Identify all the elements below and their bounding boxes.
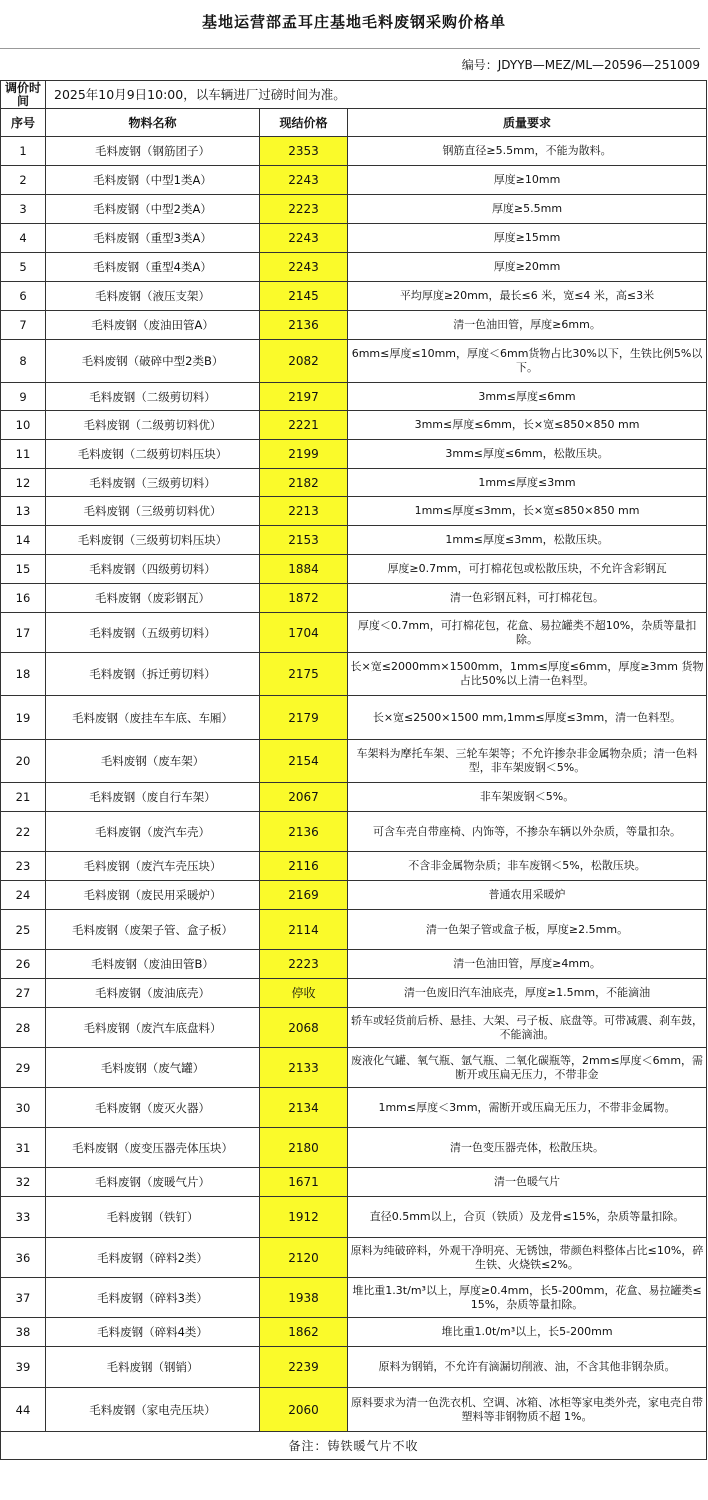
- footer-row: [1, 1432, 707, 1460]
- material-name: 毛料废钢（铁钉）: [46, 1197, 260, 1238]
- quality-requirement: 堆比重1.3t/m³以上，厚度≥0.4mm，长5-200mm，花盒、易拉罐类≤ 15%，杂质等量扣除。: [348, 1278, 707, 1318]
- price-cell: 2197: [260, 383, 348, 411]
- price-cell: 2060: [260, 1388, 348, 1432]
- row-number: 37: [1, 1278, 46, 1318]
- document-code: 编号：JDYYB—MEZ/ML—20596—251009: [0, 48, 700, 79]
- quality-requirement: 普通农用采暖炉: [348, 881, 707, 910]
- material-name: 毛料废钢（重型3类A）: [46, 224, 260, 253]
- quality-requirement: 废液化气罐、氧气瓶、氩气瓶、二氧化碳瓶等，2mm≤厚度＜6mm，需断开或压扁无压力，不带非金: [348, 1048, 707, 1088]
- row-number: 6: [1, 282, 46, 311]
- table-row: [1, 1008, 707, 1048]
- price-cell: 1912: [260, 1197, 348, 1238]
- quality-requirement: 不含非金属物杂质；非车废钢＜5%，松散压块。: [348, 852, 707, 881]
- row-number: 18: [1, 653, 46, 696]
- material-name: 毛料废钢（废汽车底盘料）: [46, 1008, 260, 1048]
- table-row: [1, 282, 707, 311]
- material-name: 毛料废钢（碎料2类）: [46, 1238, 260, 1278]
- table-row: [1, 584, 707, 613]
- material-name: 毛料废钢（碎料3类）: [46, 1278, 260, 1318]
- quality-requirement: 厚度≥5.5mm: [348, 195, 707, 224]
- table-row: [1, 950, 707, 979]
- header-no: 序号: [1, 109, 46, 137]
- header-quality: 质量要求: [348, 109, 707, 137]
- row-number: 21: [1, 783, 46, 812]
- price-cell: 2068: [260, 1008, 348, 1048]
- page-title: 基地运营部孟耳庄基地毛料废钢采购价格单: [201, 12, 506, 31]
- quality-requirement: 堆比重1.0t/m³以上，长5-200mm: [348, 1318, 707, 1347]
- price-cell: 2169: [260, 881, 348, 910]
- table-row: [1, 555, 707, 584]
- quality-requirement: 厚度≥20mm: [348, 253, 707, 282]
- price-cell: 1938: [260, 1278, 348, 1318]
- price-cell: 2243: [260, 224, 348, 253]
- material-name: 毛料废钢（碎料4类）: [46, 1318, 260, 1347]
- price-cell: 2136: [260, 812, 348, 852]
- price-cell: 2239: [260, 1347, 348, 1388]
- table-row: [1, 1197, 707, 1238]
- material-name: 毛料废钢（钢销）: [46, 1347, 260, 1388]
- row-number: 32: [1, 1168, 46, 1197]
- quality-requirement: 非车架废钢＜5%。: [348, 783, 707, 812]
- table-row: [1, 137, 707, 166]
- table-row: [1, 166, 707, 195]
- row-number: 29: [1, 1048, 46, 1088]
- quality-requirement: 原料要求为清一色洗衣机、空调、冰箱、冰柜等家电类外壳，家电壳自带塑料等非钢物质不超 1%。: [348, 1388, 707, 1432]
- quality-requirement: 3mm≤厚度≤6mm: [348, 383, 707, 411]
- table-row: [1, 1048, 707, 1088]
- material-name: 毛料废钢（三级剪切料压块）: [46, 526, 260, 555]
- table-row: [1, 783, 707, 812]
- price-cell: 2179: [260, 696, 348, 740]
- price-cell: 2154: [260, 740, 348, 783]
- material-name: 毛料废钢（废民用采暖炉）: [46, 881, 260, 910]
- quality-requirement: 清一色油田管，厚度≥4mm。: [348, 950, 707, 979]
- table-row: [1, 411, 707, 440]
- table-row: [1, 696, 707, 740]
- material-name: 毛料废钢（废暖气片）: [46, 1168, 260, 1197]
- quality-requirement: 厚度≥0.7mm，可打棉花包或松散压块，不允许含彩钢瓦: [348, 555, 707, 584]
- table-row: [1, 497, 707, 526]
- row-number: 19: [1, 696, 46, 740]
- row-number: 13: [1, 497, 46, 526]
- row-number: 4: [1, 224, 46, 253]
- price-cell: 1884: [260, 555, 348, 584]
- quality-requirement: 轿车或轻货前后桥、悬挂、大架、弓子板、底盘等。可带减震、刹车鼓，不能滴油。: [348, 1008, 707, 1048]
- quality-requirement: 清一色变压器壳体，松散压块。: [348, 1128, 707, 1168]
- table-row: [1, 1278, 707, 1318]
- price-cell: 2145: [260, 282, 348, 311]
- table-row: [1, 311, 707, 340]
- row-number: 12: [1, 469, 46, 497]
- material-name: 毛料废钢（三级剪切料）: [46, 469, 260, 497]
- price-cell: 2067: [260, 783, 348, 812]
- material-name: 毛料废钢（二级剪切料）: [46, 383, 260, 411]
- price-cell: 2199: [260, 440, 348, 469]
- material-name: 毛料废钢（废汽车壳）: [46, 812, 260, 852]
- row-number: 33: [1, 1197, 46, 1238]
- table-row: [1, 195, 707, 224]
- quality-requirement: 清一色废旧汽车油底壳，厚度≥1.5mm，不能滴油: [348, 979, 707, 1008]
- row-number: 23: [1, 852, 46, 881]
- price-cell: 2223: [260, 950, 348, 979]
- row-number: 22: [1, 812, 46, 852]
- time-row: [1, 81, 707, 109]
- price-cell: 1862: [260, 1318, 348, 1347]
- header-name: 物料名称: [46, 109, 260, 137]
- row-number: 30: [1, 1088, 46, 1128]
- quality-requirement: 可含车壳自带座椅、内饰等，不掺杂车辆以外杂质，等量扣杂。: [348, 812, 707, 852]
- table-row: [1, 653, 707, 696]
- material-name: 毛料废钢（液压支架）: [46, 282, 260, 311]
- quality-requirement: 厚度≥15mm: [348, 224, 707, 253]
- price-cell: 2213: [260, 497, 348, 526]
- row-number: 3: [1, 195, 46, 224]
- quality-requirement: 1mm≤厚度＜3mm，需断开或压扁无压力，不带非金属物。: [348, 1088, 707, 1128]
- quality-requirement: 车架料为摩托车架、三轮车架等；不允许掺杂非金属物杂质；清一色料型，非车架废钢＜5%。: [348, 740, 707, 783]
- price-cell: 2120: [260, 1238, 348, 1278]
- quality-requirement: 3mm≤厚度≤6mm，松散压块。: [348, 440, 707, 469]
- table-row: [1, 1388, 707, 1432]
- table-header: [1, 109, 707, 137]
- price-table: [0, 80, 707, 1460]
- material-name: 毛料废钢（破碎中型2类B）: [46, 340, 260, 383]
- table-row: [1, 613, 707, 653]
- material-name: 毛料废钢（废架子管、盒子板）: [46, 910, 260, 950]
- table-row: [1, 740, 707, 783]
- quality-requirement: 1mm≤厚度≤3mm: [348, 469, 707, 497]
- material-name: 毛料废钢（废油底壳）: [46, 979, 260, 1008]
- table-row: [1, 1168, 707, 1197]
- price-cell: 停收: [260, 979, 348, 1008]
- price-cell: 2353: [260, 137, 348, 166]
- row-number: 20: [1, 740, 46, 783]
- price-cell: 2153: [260, 526, 348, 555]
- table-row: [1, 383, 707, 411]
- table-row: [1, 1318, 707, 1347]
- material-name: 毛料废钢（废灭火器）: [46, 1088, 260, 1128]
- quality-requirement: 钢筋直径≥5.5mm，不能为散料。: [348, 137, 707, 166]
- material-name: 毛料废钢（废油田管B）: [46, 950, 260, 979]
- material-name: 毛料废钢（家电壳压块）: [46, 1388, 260, 1432]
- quality-requirement: 长×宽≤2000mm×1500mm，1mm≤厚度≤6mm，厚度≥3mm 货物占比50%以上清一色料型。: [348, 653, 707, 696]
- material-name: 毛料废钢（废油田管A）: [46, 311, 260, 340]
- quality-requirement: 直径0.5mm以上，合页（铁质）及龙骨≤15%，杂质等量扣除。: [348, 1197, 707, 1238]
- price-cell: 2082: [260, 340, 348, 383]
- price-cell: 2243: [260, 253, 348, 282]
- material-name: 毛料废钢（中型2类A）: [46, 195, 260, 224]
- table-row: [1, 979, 707, 1008]
- row-number: 27: [1, 979, 46, 1008]
- price-cell: 1671: [260, 1168, 348, 1197]
- material-name: 毛料废钢（废汽车壳压块）: [46, 852, 260, 881]
- price-cell: 2133: [260, 1048, 348, 1088]
- row-number: 25: [1, 910, 46, 950]
- price-cell: 2243: [260, 166, 348, 195]
- time-label: 调价时间: [1, 81, 46, 109]
- row-number: 10: [1, 411, 46, 440]
- material-name: 毛料废钢（废自行车架）: [46, 783, 260, 812]
- quality-requirement: 清一色彩钢瓦料，可打棉花包。: [348, 584, 707, 613]
- footer-note: 备注：铸铁暖气片不收: [1, 1432, 707, 1460]
- table-row: [1, 910, 707, 950]
- row-number: 8: [1, 340, 46, 383]
- quality-requirement: 清一色暖气片: [348, 1168, 707, 1197]
- row-number: 1: [1, 137, 46, 166]
- table-row: [1, 224, 707, 253]
- material-name: 毛料废钢（二级剪切料优）: [46, 411, 260, 440]
- price-cell: 2223: [260, 195, 348, 224]
- material-name: 毛料废钢（废挂车车底、车厢）: [46, 696, 260, 740]
- row-number: 38: [1, 1318, 46, 1347]
- table-row: [1, 881, 707, 910]
- table-row: [1, 1238, 707, 1278]
- table-row: [1, 1088, 707, 1128]
- quality-requirement: 长×宽≤2500×1500 mm,1mm≤厚度≤3mm，清一色料型。: [348, 696, 707, 740]
- price-cell: 2134: [260, 1088, 348, 1128]
- quality-requirement: 清一色油田管，厚度≥6mm。: [348, 311, 707, 340]
- table-row: [1, 852, 707, 881]
- row-number: 24: [1, 881, 46, 910]
- table-row: [1, 440, 707, 469]
- price-cell: 2180: [260, 1128, 348, 1168]
- row-number: 16: [1, 584, 46, 613]
- material-name: 毛料废钢（废彩钢瓦）: [46, 584, 260, 613]
- row-number: 2: [1, 166, 46, 195]
- price-cell: 2116: [260, 852, 348, 881]
- material-name: 毛料废钢（三级剪切料优）: [46, 497, 260, 526]
- quality-requirement: 平均厚度≥20mm，最长≤6 米，宽≤4 米，高≤3米: [348, 282, 707, 311]
- table-row: [1, 812, 707, 852]
- row-number: 9: [1, 383, 46, 411]
- price-cell: 1704: [260, 613, 348, 653]
- row-number: 36: [1, 1238, 46, 1278]
- material-name: 毛料废钢（废气罐）: [46, 1048, 260, 1088]
- material-name: 毛料废钢（五级剪切料）: [46, 613, 260, 653]
- row-number: 11: [1, 440, 46, 469]
- material-name: 毛料废钢（二级剪切料压块）: [46, 440, 260, 469]
- row-number: 5: [1, 253, 46, 282]
- table-row: [1, 340, 707, 383]
- quality-requirement: 原料为纯破碎料，外观干净明亮、无锈蚀，带颜色料整体占比≤10%，碎生铁、火烧铁≤2%。: [348, 1238, 707, 1278]
- price-cell: 2114: [260, 910, 348, 950]
- material-name: 毛料废钢（中型1类A）: [46, 166, 260, 195]
- quality-requirement: 1mm≤厚度≤3mm，长×宽≤850×850 mm: [348, 497, 707, 526]
- material-name: 毛料废钢（废车架）: [46, 740, 260, 783]
- table-row: [1, 469, 707, 497]
- price-cell: 2221: [260, 411, 348, 440]
- quality-requirement: 清一色架子管或盒子板，厚度≥2.5mm。: [348, 910, 707, 950]
- material-name: 毛料废钢（钢筋团子）: [46, 137, 260, 166]
- quality-requirement: 1mm≤厚度≤3mm，松散压块。: [348, 526, 707, 555]
- row-number: 31: [1, 1128, 46, 1168]
- table-row: [1, 253, 707, 282]
- row-number: 44: [1, 1388, 46, 1432]
- material-name: 毛料废钢（四级剪切料）: [46, 555, 260, 584]
- table-row: [1, 1128, 707, 1168]
- table-row: [1, 1347, 707, 1388]
- quality-requirement: 厚度≥10mm: [348, 166, 707, 195]
- row-number: 15: [1, 555, 46, 584]
- row-number: 14: [1, 526, 46, 555]
- material-name: 毛料废钢（重型4类A）: [46, 253, 260, 282]
- header-price: 现结价格: [260, 109, 348, 137]
- row-number: 17: [1, 613, 46, 653]
- row-number: 39: [1, 1347, 46, 1388]
- price-cell: 2175: [260, 653, 348, 696]
- material-name: 毛料废钢（拆迁剪切料）: [46, 653, 260, 696]
- row-number: 28: [1, 1008, 46, 1048]
- quality-requirement: 原料为钢销，不允许有滴漏切削液、油，不含其他非钢杂质。: [348, 1347, 707, 1388]
- material-name: 毛料废钢（废变压器壳体压块）: [46, 1128, 260, 1168]
- quality-requirement: 6mm≤厚度≤10mm，厚度＜6mm货物占比30%以下，生铁比例5%以下。: [348, 340, 707, 383]
- quality-requirement: 3mm≤厚度≤6mm，长×宽≤850×850 mm: [348, 411, 707, 440]
- time-text: 2025年10月9日10:00，以车辆进厂过磅时间为准。: [46, 81, 707, 109]
- price-cell: 1872: [260, 584, 348, 613]
- price-cell: 2136: [260, 311, 348, 340]
- row-number: 7: [1, 311, 46, 340]
- row-number: 26: [1, 950, 46, 979]
- quality-requirement: 厚度＜0.7mm，可打棉花包，花盒、易拉罐类不超10%，杂质等量扣除。: [348, 613, 707, 653]
- price-cell: 2182: [260, 469, 348, 497]
- table-row: [1, 526, 707, 555]
